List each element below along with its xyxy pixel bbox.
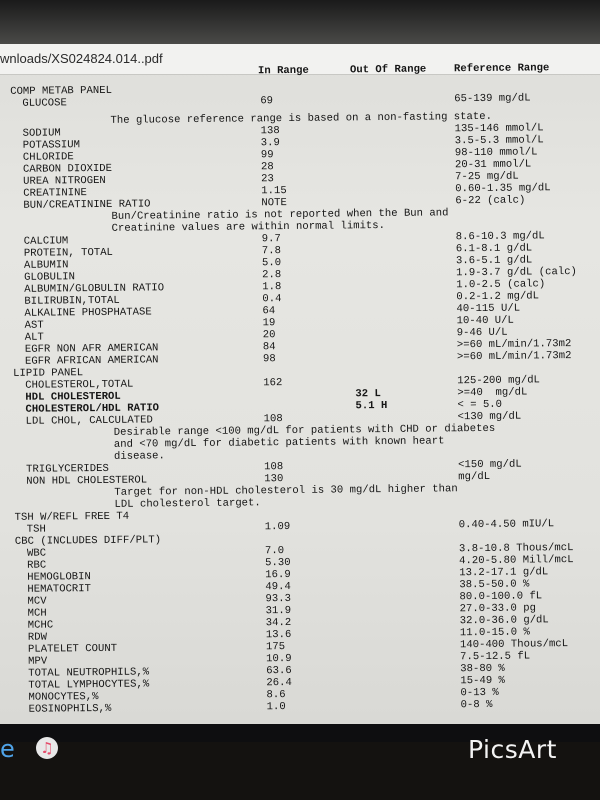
reference-range: 0-8 % [460, 698, 493, 712]
test-value: 10.9 [266, 652, 292, 666]
test-value: 16.9 [265, 568, 291, 582]
reference-range: 125-200 mg/dL [457, 374, 540, 388]
note-text: LDL cholesterol target. [114, 497, 261, 511]
test-name: SODIUM [22, 127, 61, 140]
reference-range: 4.20-5.80 Mill/mcL [459, 554, 574, 568]
test-value: 93.3 [265, 592, 292, 606]
test-value: 1.8 [262, 281, 282, 294]
reference-range: 1.9-3.7 g/dL (calc) [456, 265, 577, 280]
test-name: GLOBULIN [24, 271, 76, 284]
test-name: HEMATOCRIT [27, 583, 92, 596]
reference-range: 65-139 mg/dL [454, 92, 531, 106]
out-of-range-header: Out Of Range [349, 63, 427, 77]
test-name: EGFR AFRICAN AMERICAN [24, 354, 159, 368]
reference-range: 38-80 % [460, 662, 505, 676]
test-value: 13.6 [265, 628, 292, 642]
reference-range: 135-146 mmol/L [454, 122, 544, 136]
test-name: RBC [27, 559, 47, 572]
reference-range: < = 5.0 [457, 398, 503, 412]
reference-range: 20-31 mmol/L [454, 158, 532, 172]
reference-range: 80.0-100.0 fL [459, 590, 543, 604]
test-name: EOSINOPHILS,% [28, 702, 112, 716]
test-value: 1.0 [266, 701, 286, 714]
reference-range: 27.0-33.0 pg [459, 602, 536, 616]
test-value: 108 [263, 413, 283, 426]
test-name: CHOLESTEROL/HDL RATIO [25, 402, 160, 416]
test-value: 1.09 [264, 520, 291, 534]
reference-range: 13.2-17.1 g/dL [459, 566, 549, 580]
test-value: 7.0 [264, 545, 285, 558]
test-name: CHOLESTEROL,TOTAL [25, 378, 134, 392]
test-name: GLUCOSE [22, 97, 67, 110]
reference-range: 3.5-5.3 mmol/L [454, 134, 544, 148]
reference-range: 15-49 % [460, 674, 505, 688]
test-value: 0.4 [262, 293, 282, 306]
test-name: RDW [27, 631, 48, 644]
reference-range: <150 mg/dL [458, 458, 522, 472]
test-name: TOTAL NEUTROPHILS,% [28, 666, 150, 680]
test-value: 23 [261, 173, 274, 186]
out-of-range-value: 5.1 H [355, 399, 388, 413]
reference-range: 7-25 mg/dL [455, 170, 519, 184]
note-text: disease. [113, 450, 165, 463]
reference-range: 9-46 U/L [456, 326, 508, 340]
test-value: 26.4 [266, 676, 292, 690]
test-name: ALBUMIN [23, 259, 69, 272]
test-name: EGFR NON AFR AMERICAN [24, 342, 159, 356]
section-title: TSH W/REFL FREE T4 [14, 510, 130, 524]
test-name: TOTAL LYMPHOCYTES,% [28, 678, 150, 692]
reference-range: 6-22 (calc) [455, 194, 526, 208]
results-list [0, 80, 600, 716]
test-value: NOTE [261, 197, 287, 210]
reference-range: 3.8-10.8 Thous/mcL [458, 542, 574, 556]
test-value: 28 [260, 161, 274, 174]
out-of-range-value: 32 L [355, 388, 381, 401]
test-value: 49.4 [265, 580, 291, 594]
internet-explorer-icon[interactable]: e [0, 735, 15, 763]
test-name: AST [24, 319, 44, 332]
reference-range: 8.6-10.3 mg/dL [455, 230, 545, 244]
test-value: 98 [262, 353, 276, 366]
test-value: 31.9 [265, 604, 292, 618]
test-name: CHLORIDE [22, 151, 74, 164]
test-name: PROTEIN, TOTAL [23, 246, 113, 260]
reference-range: >=60 mL/min/1.73m2 [456, 350, 572, 364]
test-value: 1.15 [261, 185, 287, 198]
test-name: ALBUMIN/GLOBULIN RATIO [24, 282, 165, 296]
reference-range: 0.40-4.50 mIU/L [458, 518, 555, 532]
test-value: 138 [260, 125, 280, 138]
reference-range: 0-13 % [460, 686, 499, 700]
note-text: Bun/Creatinine ratio is not reported when the Bun and [111, 207, 449, 223]
lab-report-document [0, 62, 600, 724]
test-value: 5.0 [261, 257, 282, 270]
reference-range: 140-400 Thous/mcL [459, 638, 569, 652]
test-value: 69 [260, 95, 274, 108]
test-name: PLATELET COUNT [27, 642, 118, 656]
document-title: wnloads/XS024824.014..pdf [0, 51, 163, 66]
reference-range: >=40 mg/dL [457, 386, 528, 400]
note-text: Creatinine values are within normal limits. [111, 219, 386, 235]
test-value: 7.8 [261, 245, 282, 258]
note-text: and <70 mg/dL for diabetic patients with known heart [113, 435, 445, 451]
test-value: 5.30 [265, 556, 291, 570]
test-value: 84 [262, 341, 276, 354]
test-value: 19 [262, 317, 276, 330]
test-value: 108 [264, 461, 284, 474]
reference-range: 98-110 mmol/L [454, 146, 538, 160]
test-name: CALCIUM [23, 235, 69, 248]
test-name: HDL CHOLESTEROL [25, 390, 121, 404]
test-name: TSH [26, 523, 46, 536]
reference-range: <130 mg/dL [457, 410, 522, 424]
reference-range: 3.6-5.1 g/dL [455, 254, 533, 268]
monitor-top-edge [0, 0, 600, 44]
in-range-header: In Range [257, 64, 309, 78]
note-text: The glucose reference range is based on a non-fasting state. [110, 110, 492, 127]
section-title: LIPID PANEL [13, 367, 84, 380]
test-value: 3.9 [260, 137, 280, 150]
test-value: 34.2 [265, 616, 292, 630]
test-name: MONOCYTES,% [28, 691, 99, 704]
test-value: 8.6 [266, 689, 286, 702]
test-value: 99 [260, 149, 274, 162]
test-value: 20 [262, 329, 276, 342]
test-name: MCHC [27, 619, 54, 632]
test-value: 64 [262, 305, 276, 318]
test-value: 130 [264, 473, 284, 486]
test-name: MPV [28, 655, 48, 668]
test-name: WBC [26, 547, 47, 560]
picsart-watermark: PicsArt [468, 735, 557, 764]
note-text: Target for non-HDL cholesterol is 30 mg/dL higher than [114, 483, 458, 499]
test-name: MCH [27, 607, 47, 620]
test-name: TRIGLYCERIDES [26, 462, 109, 476]
test-name: POTASSIUM [22, 139, 81, 152]
reference-range: 11.0-15.0 % [459, 626, 530, 640]
reference-range: 32.0-36.0 g/dL [459, 614, 549, 628]
test-name: ALT [24, 331, 44, 344]
music-icon[interactable]: ♫ [36, 737, 58, 759]
note-text: Desirable range <100 mg/dL for patients with CHD or diabetes [113, 422, 496, 439]
reference-range: 38.5-50.0 % [459, 578, 530, 592]
test-value: 63.6 [266, 664, 292, 678]
reference-range: >=60 mL/min/1.73m2 [456, 338, 572, 352]
reference-range: 10-40 U/L [456, 314, 514, 328]
test-name: ALKALINE PHOSPHATASE [24, 306, 152, 320]
test-name: CREATININE [23, 187, 87, 200]
reference-range: 0.2-1.2 mg/dL [456, 290, 540, 304]
reference-range-header: Reference Range [453, 62, 550, 76]
test-name: NON HDL CHOLESTEROL [26, 474, 148, 488]
reference-range: 7.5-12.5 fL [460, 650, 531, 664]
section-title: COMP METAB PANEL [10, 84, 112, 98]
reference-range: 6.1-8.1 g/dL [455, 242, 533, 256]
test-name: HEMOGLOBIN [27, 571, 91, 584]
reference-range: 40-115 U/L [456, 302, 521, 316]
reference-range: 1.0-2.5 (calc) [456, 278, 546, 292]
test-name: LDL CHOL, CALCULATED [25, 414, 153, 428]
test-value: 9.7 [261, 233, 281, 246]
test-name: BUN/CREATININE RATIO [23, 198, 151, 212]
reference-range: 0.60-1.35 mg/dL [455, 182, 551, 196]
test-name: BILIRUBIN,TOTAL [24, 294, 120, 308]
reference-range: mg/dL [458, 470, 491, 484]
section-title: CBC (INCLUDES DIFF/PLT) [14, 534, 162, 548]
test-name: UREA NITROGEN [23, 174, 106, 188]
test-name: MCV [27, 595, 47, 608]
test-name: CARBON DIOXIDE [22, 162, 113, 176]
test-value: 2.8 [262, 269, 282, 282]
test-value: 175 [265, 641, 286, 654]
test-value: 162 [263, 377, 283, 390]
